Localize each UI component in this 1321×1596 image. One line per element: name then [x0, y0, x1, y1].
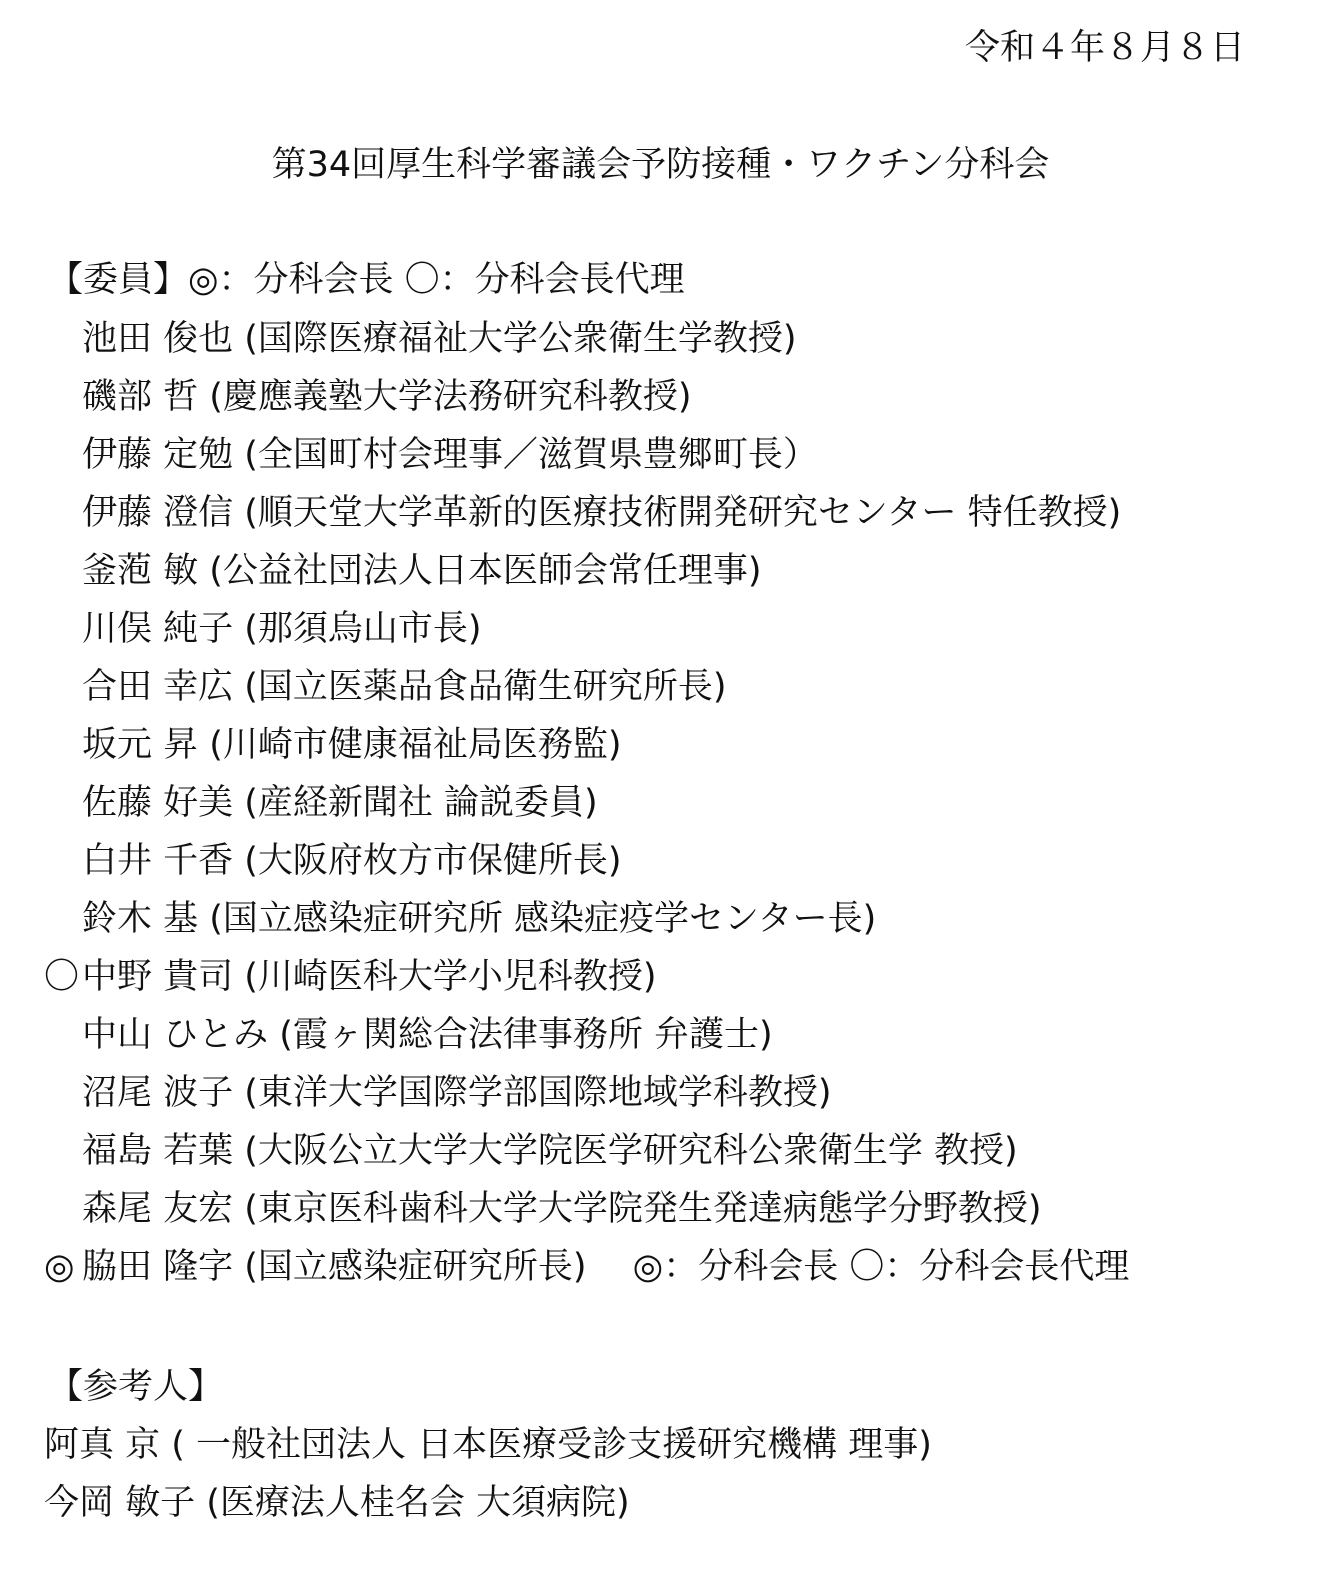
member-entry: 磯部 哲 (慶應義塾大学法務研究科教授) [82, 377, 692, 417]
member-row [44, 664, 1129, 722]
member-row [44, 896, 1129, 954]
member-entry: 合田 幸広 (国立医薬品食品衛生研究所長) [82, 667, 727, 707]
member-mark: ◎ [44, 1247, 75, 1287]
member-row [44, 722, 1129, 780]
member-row [44, 838, 1129, 896]
member-list [44, 316, 1129, 1302]
member-row [44, 954, 1129, 1012]
member-mark: 〇 [44, 957, 80, 997]
member-row [44, 548, 1129, 606]
reference-list [44, 1422, 932, 1538]
member-entry: 伊藤 澄信 (順天堂大学革新的医療技術開発研究センター 特任教授) [82, 493, 1122, 533]
member-entry: 福島 若葉 (大阪公立大学大学院医学研究科公衆衛生学 教授) [82, 1131, 1018, 1171]
member-entry: 釜萢 敏 (公益社団法人日本医師会常任理事) [82, 551, 762, 591]
member-row [44, 1070, 1129, 1128]
member-row [44, 780, 1129, 838]
member-entry: 佐藤 好美 (産経新聞社 論説委員) [82, 783, 598, 823]
member-row [44, 1128, 1129, 1186]
member-entry: 中山 ひとみ (霞ヶ関総合法律事務所 弁護士) [82, 1015, 773, 1055]
member-entry: 沼尾 波子 (東洋大学国際学部国際地域学科教授) [82, 1073, 832, 1113]
member-row [44, 1186, 1129, 1244]
member-row [44, 374, 1129, 432]
document-title: 第34回厚生科学審議会予防接種・ワクチン分科会 [271, 145, 1050, 185]
member-row [44, 490, 1129, 548]
member-entry: 脇田 隆字 (国立感染症研究所長) ◎：分科会長 〇：分科会長代理 [82, 1247, 1130, 1287]
member-entry: 森尾 友宏 (東京医科歯科大学大学院発生発達病態学分野教授) [82, 1189, 1042, 1229]
member-entry: 中野 貴司 (川崎医科大学小児科教授) [82, 957, 657, 997]
member-entry: 池田 俊也 (国際医療福祉大学公衆衛生学教授) [82, 319, 797, 359]
member-entry: 伊藤 定勉 (全国町村会理事／滋賀県豊郷町長） [82, 435, 818, 475]
member-entry: 坂元 昇 (川崎市健康福祉局医務監) [82, 725, 622, 765]
member-row [44, 1244, 1129, 1302]
member-entry: 鈴木 基 (国立感染症研究所 感染症疫学センター長) [82, 899, 877, 939]
member-row [44, 432, 1129, 490]
document-date: 令和４年８月８日 [964, 28, 1245, 68]
members-heading: 【委員】◎：分科会長 〇：分科会長代理 [48, 260, 685, 300]
reference-heading: 【参考人】 [48, 1367, 224, 1407]
member-entry: 白井 千香 (大阪府枚方市保健所長) [82, 841, 622, 881]
member-row [44, 606, 1129, 664]
member-entry: 川俣 純子 (那須烏山市長) [82, 609, 482, 649]
member-row [44, 316, 1129, 374]
reference-row: 阿真 京 ( 一般社団法人 日本医療受診支援研究機構 理事) [44, 1425, 932, 1465]
member-row [44, 1012, 1129, 1070]
reference-row: 今岡 敏子 (医療法人桂名会 大須病院) [44, 1483, 630, 1523]
